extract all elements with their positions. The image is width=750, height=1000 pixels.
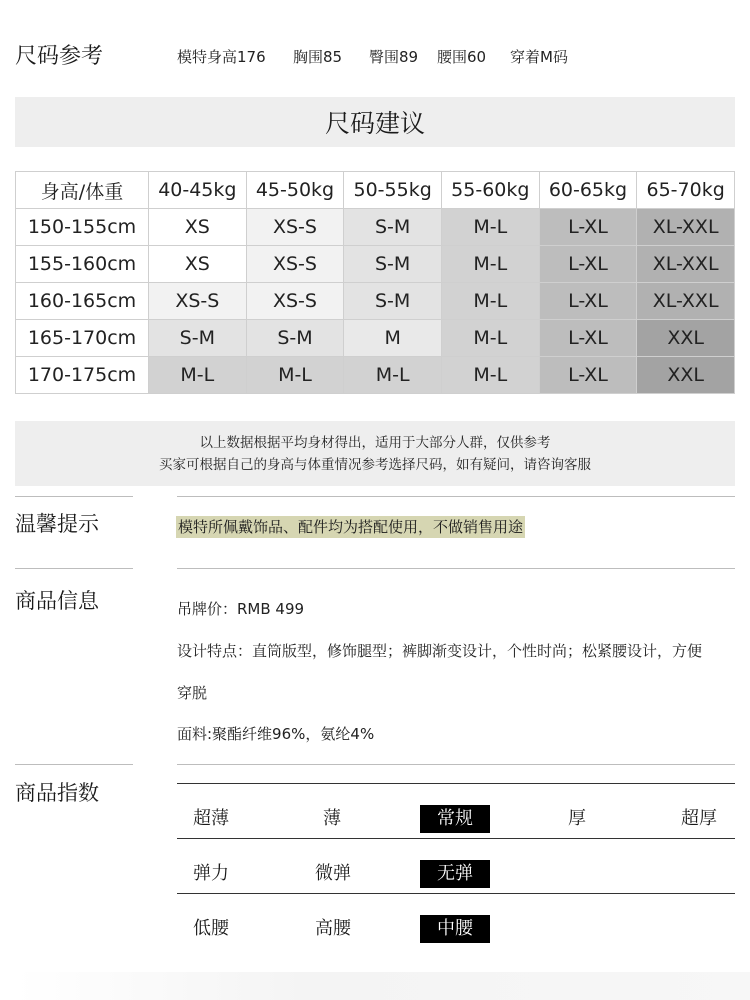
size-chart-corner-label: 身高/体重 bbox=[16, 172, 149, 209]
size-cell: M-L bbox=[441, 357, 539, 394]
size-cell: M-L bbox=[441, 320, 539, 357]
tips-text: 模特所佩戴饰品、配件均为搭配使用，不做销售用途 bbox=[178, 518, 524, 536]
size-cell: XS-S bbox=[246, 209, 344, 246]
weight-column-header: 55-60kg bbox=[441, 172, 539, 209]
model-waist: 腰围60 bbox=[437, 48, 487, 66]
size-cell: L-XL bbox=[539, 320, 637, 357]
size-cell: L-XL bbox=[539, 357, 637, 394]
weight-column-header: 40-45kg bbox=[149, 172, 247, 209]
size-reference-title: 尺码参考 bbox=[15, 44, 104, 69]
section-divider bbox=[177, 496, 735, 497]
size-suggestion-banner bbox=[15, 97, 735, 147]
model-wearing-size: 穿着M码 bbox=[510, 48, 568, 66]
size-cell: L-XL bbox=[539, 283, 637, 320]
fabric-composition: 面料:聚酯纤维96%，氨纶4% bbox=[177, 725, 375, 743]
section-divider bbox=[177, 764, 735, 765]
section-divider bbox=[15, 764, 133, 765]
size-cell: XS-S bbox=[246, 283, 344, 320]
elasticity-option: 弹力 bbox=[193, 863, 229, 884]
size-suggestion-title: 尺码建议 bbox=[324, 109, 425, 138]
size-cell: XL-XXL bbox=[637, 283, 735, 320]
size-cell: M-L bbox=[149, 357, 247, 394]
size-cell: S-M bbox=[344, 209, 442, 246]
tag-price: 吊牌价：RMB 499 bbox=[177, 600, 305, 618]
weight-column-header: 60-65kg bbox=[539, 172, 637, 209]
elasticity-selected: 无弹 bbox=[420, 860, 490, 888]
size-chart-table bbox=[15, 171, 735, 394]
table-row bbox=[16, 246, 735, 283]
section-divider bbox=[15, 568, 133, 569]
height-row-label: 170-175cm bbox=[16, 357, 149, 394]
size-cell: S-M bbox=[246, 320, 344, 357]
size-cell: M-L bbox=[246, 357, 344, 394]
thickness-option: 超厚 bbox=[681, 808, 717, 829]
size-cell: M bbox=[344, 320, 442, 357]
size-cell: XS bbox=[149, 246, 247, 283]
table-row bbox=[16, 209, 735, 246]
design-features: 设计特点：直筒版型，修饰腿型；裤脚渐变设计，个性时尚；松紧腰设计，方便 bbox=[177, 642, 703, 660]
size-cell: XS-S bbox=[246, 246, 344, 283]
height-row-label: 150-155cm bbox=[16, 209, 149, 246]
thickness-option: 厚 bbox=[568, 808, 586, 829]
weight-column-header: 50-55kg bbox=[344, 172, 442, 209]
product-info-title: 商品信息 bbox=[15, 589, 99, 613]
waist-option: 高腰 bbox=[315, 918, 351, 939]
size-cell: S-M bbox=[344, 283, 442, 320]
size-cell: M-L bbox=[441, 209, 539, 246]
section-divider bbox=[177, 568, 735, 569]
size-cell: L-XL bbox=[539, 209, 637, 246]
size-cell: S-M bbox=[344, 246, 442, 283]
size-cell: S-M bbox=[149, 320, 247, 357]
product-index-title: 商品指数 bbox=[15, 781, 99, 805]
size-cell: M-L bbox=[441, 246, 539, 283]
size-cell: XS bbox=[149, 209, 247, 246]
waist-selected: 中腰 bbox=[420, 915, 490, 943]
size-cell: XXL bbox=[637, 357, 735, 394]
model-chest: 胸围85 bbox=[293, 48, 343, 66]
index-row-divider bbox=[177, 893, 735, 894]
model-hip: 臀围89 bbox=[369, 48, 419, 66]
thickness-selected: 常规 bbox=[420, 805, 490, 833]
height-row-label: 155-160cm bbox=[16, 246, 149, 283]
size-cell: M-L bbox=[441, 283, 539, 320]
weight-column-header: 45-50kg bbox=[246, 172, 344, 209]
size-cell: M-L bbox=[344, 357, 442, 394]
size-chart-header-row bbox=[16, 172, 735, 209]
table-row bbox=[16, 320, 735, 357]
thickness-option: 超薄 bbox=[193, 808, 229, 829]
elasticity-option: 微弹 bbox=[315, 863, 351, 884]
tips-title: 温馨提示 bbox=[15, 512, 99, 536]
design-features-continued: 穿脱 bbox=[177, 684, 208, 702]
model-height: 模特身高176 bbox=[177, 48, 266, 66]
size-cell: XXL bbox=[637, 320, 735, 357]
thickness-option: 薄 bbox=[323, 808, 341, 829]
height-row-label: 160-165cm bbox=[16, 283, 149, 320]
section-divider bbox=[15, 496, 133, 497]
size-cell: XS-S bbox=[149, 283, 247, 320]
size-cell: L-XL bbox=[539, 246, 637, 283]
size-note-line: 以上数据根据平均身材得出，适用于大部分人群，仅供参考 bbox=[199, 434, 551, 451]
waist-option: 低腰 bbox=[193, 918, 229, 939]
size-cell: XL-XXL bbox=[637, 209, 735, 246]
index-table-top-line bbox=[177, 783, 735, 784]
table-row bbox=[16, 283, 735, 320]
next-section-image-edge bbox=[15, 972, 750, 1000]
size-note bbox=[15, 421, 735, 486]
weight-column-header: 65-70kg bbox=[637, 172, 735, 209]
size-note-line: 买家可根据自己的身高与体重情况参考选择尺码，如有疑问，请咨询客服 bbox=[159, 456, 591, 473]
index-row-divider bbox=[177, 838, 735, 839]
table-row bbox=[16, 357, 735, 394]
size-cell: XL-XXL bbox=[637, 246, 735, 283]
height-row-label: 165-170cm bbox=[16, 320, 149, 357]
